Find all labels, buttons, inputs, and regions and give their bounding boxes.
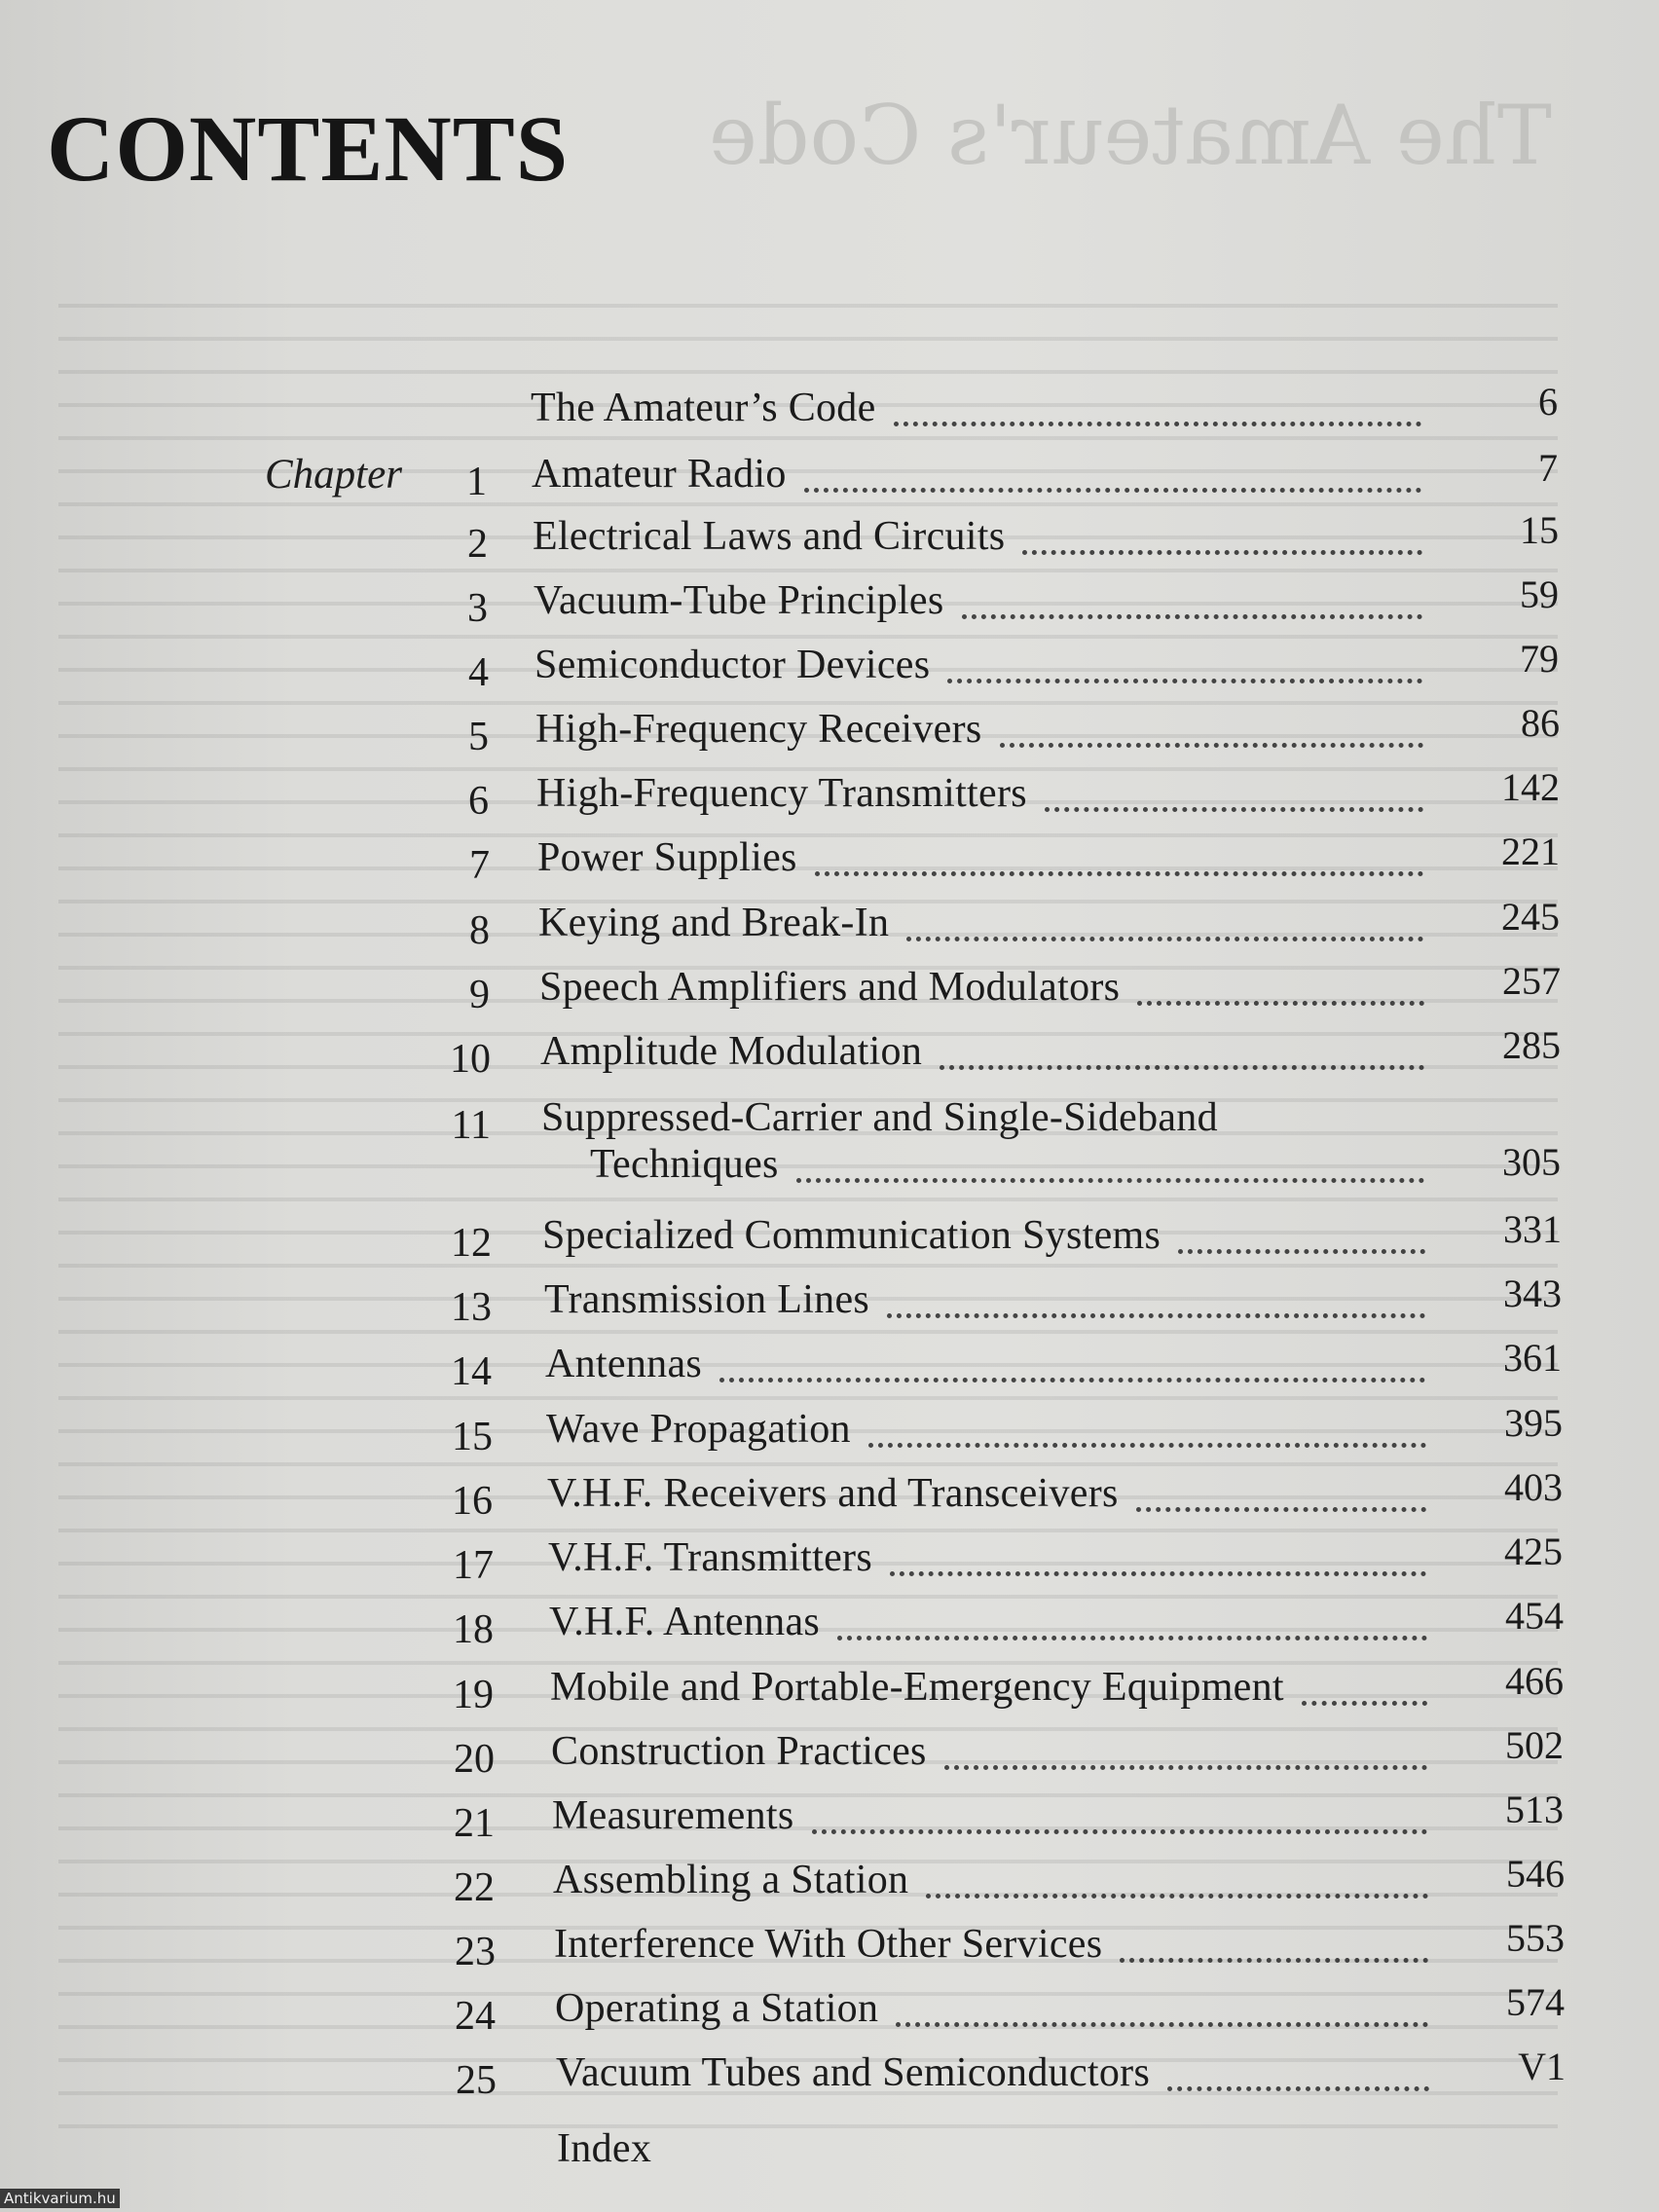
toc-entry (0, 959, 1659, 1022)
toc-dot-leader (1045, 797, 1423, 812)
toc-chapter-number: 15 (452, 1415, 493, 1459)
toc-entry (0, 2045, 1659, 2108)
toc-entry (0, 2125, 1659, 2184)
toc-entry (0, 1980, 1659, 2044)
toc-dot-leader (896, 2012, 1428, 2027)
toc-dot-leader (940, 1055, 1424, 1070)
toc-dot-leader (812, 1820, 1427, 1834)
toc-chapter-title: Power Supplies (537, 835, 797, 880)
toc-chapter-number: 16 (452, 1479, 493, 1524)
toc-page-number: 395 (1504, 1401, 1563, 1445)
toc-dot-leader (1178, 1239, 1425, 1254)
toc-entry (0, 1530, 1659, 1593)
toc-entry (0, 1094, 1659, 1187)
toc-entry (0, 380, 1659, 443)
toc-chapter-number: 6 (468, 779, 489, 824)
toc-chapter-title: Interference With Other Services (554, 1922, 1103, 1967)
toc-entry (0, 572, 1659, 636)
toc-dot-leader (944, 1755, 1427, 1770)
toc-page-number: 403 (1504, 1465, 1563, 1509)
toc-dot-leader (906, 927, 1423, 941)
toc-entry (0, 895, 1659, 958)
toc-chapter-title: Electrical Laws and Circuits (533, 514, 1006, 559)
toc-chapter-title: Transmission Lines (544, 1277, 870, 1322)
toc-chapter-number: 13 (451, 1285, 492, 1330)
toc-dot-leader (1000, 733, 1423, 748)
toc-chapter-title: V.H.F. Transmitters (548, 1535, 872, 1580)
toc-chapter-title: Antennas (545, 1342, 703, 1386)
toc-chapter-title: High-Frequency Receivers (535, 707, 982, 752)
toc-chapter-title: Assembling a Station (553, 1858, 909, 1902)
toc-chapter-number: 7 (469, 843, 490, 888)
toc-chapter-title: Wave Propagation (546, 1407, 851, 1452)
toc-chapter-title: Index (557, 2126, 652, 2171)
toc-chapter-title: Specialized Communication Systems (542, 1213, 1161, 1258)
toc-chapter-title: V.H.F. Receivers and Transceivers (547, 1471, 1119, 1516)
toc-dot-leader (962, 605, 1422, 619)
toc-entry (0, 1336, 1659, 1399)
toc-chapter-number: 2 (467, 522, 488, 567)
toc-chapter-number: 22 (454, 1865, 495, 1910)
toc-chapter-title: Amplitude Modulation (540, 1029, 923, 1074)
chapter-label: Chapter (265, 452, 402, 498)
toc-entry (0, 1594, 1659, 1657)
toc-page-number: 454 (1505, 1594, 1564, 1638)
toc-page-number: 15 (1520, 508, 1559, 552)
toc-entry (0, 830, 1659, 893)
toc-chapter-title: Vacuum-Tube Principles (534, 578, 944, 623)
toc-entry (0, 1916, 1659, 1979)
toc-chapter-title: High-Frequency Transmitters (536, 771, 1027, 816)
toc-chapter-title: Speech Amplifiers and Modulators (539, 965, 1121, 1010)
toc-chapter-title: Operating a Station (555, 1986, 879, 2031)
toc-chapter-number: 8 (469, 908, 490, 953)
toc-entry (0, 765, 1659, 829)
toc-chapter-title: The Amateur’s Code (531, 386, 876, 430)
toc-chapter-number: 4 (468, 650, 489, 695)
toc-dot-leader (890, 1562, 1426, 1576)
toc-dot-leader (926, 1884, 1428, 1899)
toc-page-number: 425 (1504, 1530, 1563, 1573)
toc-chapter-number: 19 (453, 1673, 494, 1717)
toc-dot-leader (804, 478, 1421, 493)
toc-chapter-number: 25 (456, 2058, 497, 2103)
toc-chapter-number: 5 (468, 715, 489, 759)
toc-chapter-title: Semiconductor Devices (535, 643, 931, 687)
toc-entry (0, 1659, 1659, 1722)
toc-dot-leader (837, 1626, 1427, 1641)
toc-page-number: 142 (1501, 765, 1560, 809)
toc-chapter-title: Measurements (552, 1793, 794, 1838)
toc-page-number: 257 (1502, 959, 1561, 1003)
toc-chapter-number: 12 (451, 1221, 492, 1266)
watermark: Antikvarium.hu (0, 2189, 120, 2208)
toc-dot-leader (894, 412, 1421, 426)
toc-dot-leader (947, 669, 1422, 683)
toc-page-number: 7 (1538, 446, 1558, 490)
toc-entry (0, 1023, 1659, 1087)
toc-entry (0, 637, 1659, 700)
toc-chapter-title: Keying and Break-In (538, 901, 890, 945)
toc-dot-leader (1167, 2077, 1429, 2091)
toc-chapter-number: 20 (454, 1737, 495, 1782)
bleed-through-heading: The Amateur's Code (709, 88, 1552, 183)
toc-entry (0, 446, 1659, 509)
toc-chapter-number: 10 (450, 1037, 491, 1082)
toc-dot-leader (1137, 991, 1424, 1006)
toc-entry (0, 1207, 1659, 1271)
toc-page-number: V1 (1518, 2045, 1566, 2088)
toc-page-number: 221 (1501, 830, 1560, 873)
toc-page-number: 59 (1520, 572, 1559, 616)
toc-page-number: 79 (1520, 637, 1559, 681)
toc-chapter-title: Suppressed-Carrier and Single-Sideband (541, 1095, 1218, 1140)
toc-page-number: 343 (1503, 1272, 1562, 1315)
toc-page-number: 245 (1501, 895, 1560, 939)
toc-chapter-number: 9 (469, 973, 490, 1017)
toc-chapter-number: 1 (466, 460, 487, 504)
toc-chapter-number: 21 (454, 1801, 495, 1846)
toc-page-number: 502 (1505, 1723, 1564, 1767)
toc-page-number: 574 (1506, 1980, 1565, 2024)
toc-chapter-number: 17 (453, 1543, 494, 1588)
toc-chapter-title: Vacuum Tubes and Semiconductors (556, 2050, 1151, 2095)
toc-page-number: 361 (1503, 1336, 1562, 1380)
toc-chapter-number: 18 (453, 1607, 494, 1652)
toc-chapter-number: 23 (455, 1930, 496, 1974)
toc-entry (0, 1272, 1659, 1335)
toc-entry (0, 1465, 1659, 1529)
toc-entry (0, 1723, 1659, 1787)
toc-entry (0, 701, 1659, 764)
toc-chapter-number: 11 (451, 1103, 491, 1148)
toc-dot-leader (719, 1368, 1425, 1382)
toc-chapter-number: 14 (451, 1349, 492, 1394)
toc-chapter-title-continued: Techniques (590, 1142, 779, 1187)
toc-dot-leader (815, 862, 1423, 876)
toc-chapter-title: Construction Practices (551, 1729, 927, 1774)
toc-entry (0, 508, 1659, 571)
toc-page-number: 546 (1506, 1852, 1565, 1896)
toc-chapter-number: 3 (467, 586, 488, 631)
toc-dot-leader (868, 1433, 1426, 1448)
toc-dot-leader (1120, 1948, 1428, 1963)
toc-page-number: 513 (1505, 1788, 1564, 1831)
toc-entry (0, 1788, 1659, 1851)
toc-page-number: 331 (1503, 1207, 1562, 1251)
toc-page-number: 553 (1506, 1916, 1565, 1960)
toc-dot-leader (887, 1304, 1425, 1318)
toc-page-number: 6 (1538, 380, 1558, 424)
toc-dot-leader (796, 1168, 1424, 1183)
toc-chapter-number: 24 (455, 1994, 496, 2039)
toc-chapter-title: Amateur Radio (532, 452, 787, 497)
toc-chapter-title: V.H.F. Antennas (549, 1600, 821, 1644)
toc-page-number: 285 (1502, 1023, 1561, 1067)
toc-page-number: 466 (1505, 1659, 1564, 1703)
toc-entry (0, 1852, 1659, 1915)
toc-chapter-title: Mobile and Portable-Emergency Equipment (550, 1665, 1284, 1710)
toc-dot-leader (1302, 1691, 1427, 1706)
toc-dot-leader (1136, 1497, 1426, 1512)
toc-dot-leader (1022, 540, 1422, 555)
page-title: CONTENTS (47, 96, 570, 201)
toc-entry (0, 1401, 1659, 1464)
toc-page-number: 305 (1502, 1140, 1561, 1184)
toc-page-number: 86 (1521, 701, 1560, 745)
